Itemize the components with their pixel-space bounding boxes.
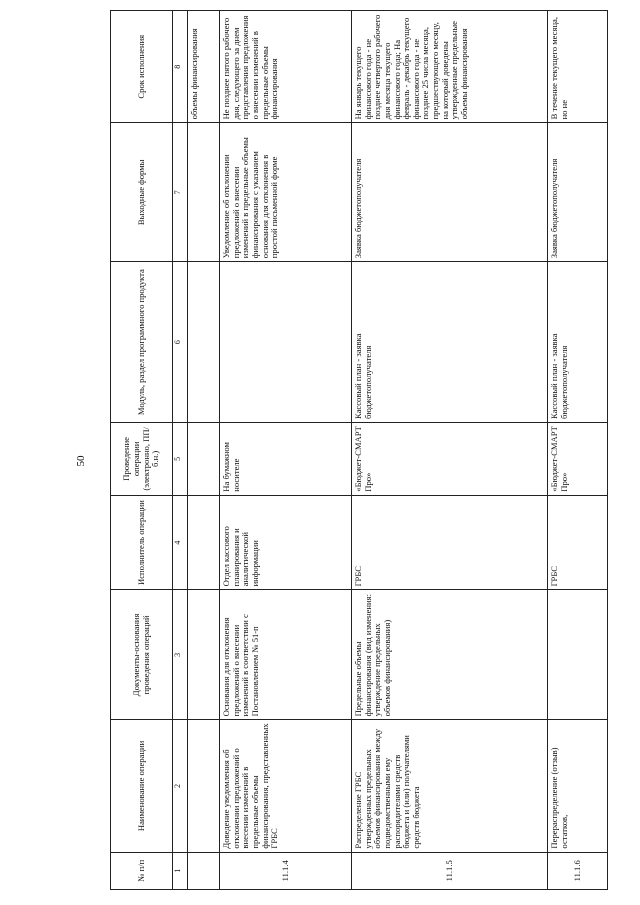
header-cell-operation-name: Наименование операции xyxy=(111,720,173,852)
table-row xyxy=(352,11,548,890)
cell-output-forms: Уведомление об отклонении предложений о внесении изменений в предельные объемы финансирования с указанием основания для отклонения в простой письменной форме xyxy=(220,123,352,262)
cell-software-module: Кассовый план - заявка бюджетополучателя xyxy=(548,262,608,423)
column-number: 3 xyxy=(173,590,188,720)
header-cell-basis-documents: Документы-основания проведения операций xyxy=(111,590,173,720)
cell-executor xyxy=(188,495,220,590)
page-number: 50 xyxy=(75,455,87,467)
column-number: 1 xyxy=(173,852,188,889)
cell-operation-name: Доведение уведомления об отклонении предложений о внесении изменений в предельные объемы финансирования, представленных ГРБС xyxy=(220,720,352,852)
cell-basis-documents: Предельные объемы финансирования (вид изменения: утверждение предельных объемов финансирования) xyxy=(352,590,548,720)
column-number-row xyxy=(173,11,188,890)
column-number: 5 xyxy=(173,423,188,496)
cell-deadline: объемы финансирования xyxy=(188,11,220,123)
header-cell-executor: Исполнитель операции xyxy=(111,495,173,590)
cell-operation-name: Распределение ГРБС утвержденных предельных объемов финансирования между подведомственными ему распорядителями средств бюджета и (или) получателями средств бюджета xyxy=(352,720,548,852)
header-row xyxy=(111,11,173,890)
header-cell-output-forms: Выходные формы xyxy=(111,123,173,262)
cell-basis-documents xyxy=(548,590,608,720)
column-number: 8 xyxy=(173,11,188,123)
column-number: 2 xyxy=(173,720,188,852)
table-row xyxy=(548,11,608,890)
column-number: 4 xyxy=(173,495,188,590)
cell-executor: Отдел кассового планирования и аналитической информации xyxy=(220,495,352,590)
cell-execution-mode: На бумажном носителе xyxy=(220,423,352,496)
header-cell-number: № п/п xyxy=(111,852,173,889)
header-cell-execution-mode: Проведение операции (электронно, ПП/б.н.) xyxy=(111,423,173,496)
rotated-sheet xyxy=(110,10,615,890)
operations-table xyxy=(110,10,608,890)
row-number: 11.1.5 xyxy=(352,852,548,889)
cell-deadline: В течение текущего месяца, но не xyxy=(548,11,608,123)
header-cell-deadline: Срок исполнения xyxy=(111,11,173,123)
header-cell-software-module: Модуль, раздел программного продукта xyxy=(111,262,173,423)
row-number: 11.1.6 xyxy=(548,852,608,889)
cell-executor: ГРБС xyxy=(548,495,608,590)
cell-basis-documents: Основания для отклонения предложений о внесении изменений в соответствии с Постановлением № 51-п xyxy=(220,590,352,720)
cell-output-forms: Заявка бюджетополучателя xyxy=(548,123,608,262)
cell-output-forms: Заявка бюджетополучателя xyxy=(352,123,548,262)
cell-deadline: На январь текущего финансового года - не позднее четвертого рабочего дня месяца текущего финансового года; На февраль - декабрь текущего финансового года - не позднее 25 числа месяца, предшествующего месяцу, на который доведены утвержденные предельные объемы финансирования xyxy=(352,11,548,123)
cell-operation-name: Перераспределение (отзыв) остатков, xyxy=(548,720,608,852)
cell-execution-mode: «Бюджет-СМАРТ Про» xyxy=(548,423,608,496)
row-number: 11.1.4 xyxy=(220,852,352,889)
cell-execution-mode xyxy=(188,423,220,496)
cell-execution-mode: «Бюджет-СМАРТ Про» xyxy=(352,423,548,496)
cell-output-forms xyxy=(188,123,220,262)
cell-software-module xyxy=(220,262,352,423)
cell-software-module xyxy=(188,262,220,423)
row-number xyxy=(188,852,220,889)
column-number: 7 xyxy=(173,123,188,262)
cell-executor: ГРБС xyxy=(352,495,548,590)
cell-operation-name xyxy=(188,720,220,852)
table-viewport xyxy=(110,0,622,905)
column-number: 6 xyxy=(173,262,188,423)
cell-software-module: Кассовый план - заявка бюджетополучателя xyxy=(352,262,548,423)
table-row xyxy=(220,11,352,890)
cell-basis-documents xyxy=(188,590,220,720)
cell-deadline: Не позднее пятого рабочего дня, следующего за днем представления предложения о внесении изменений в предельные объемы финансирования xyxy=(220,11,352,123)
table-row xyxy=(188,11,220,890)
